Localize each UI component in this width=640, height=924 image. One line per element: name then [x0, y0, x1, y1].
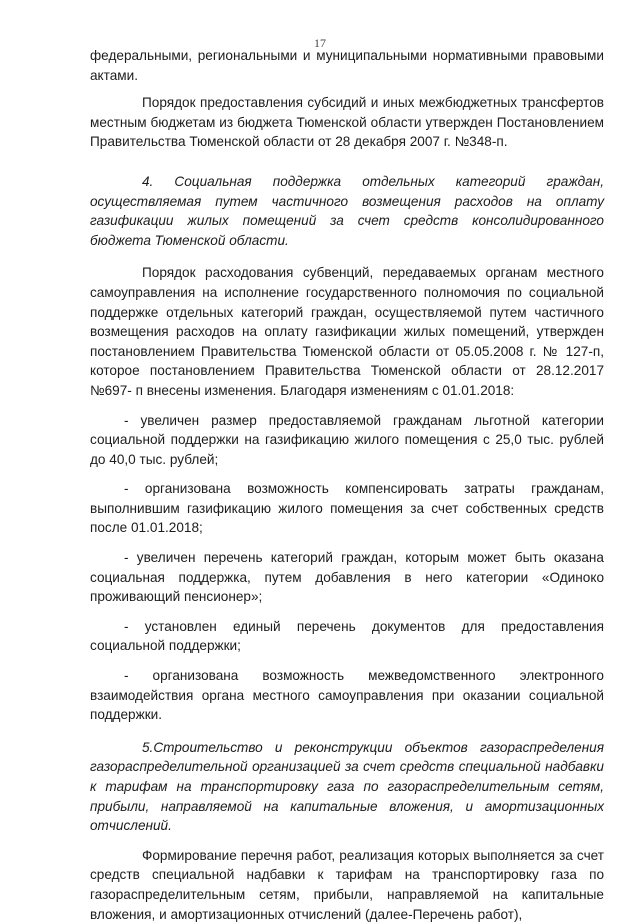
- paragraph-works-list: Формирование перечня работ, реализация которых выполняется за счет средств специальной надбавки к тарифам на транспортировку газа по газораспределительным сетям, прибыли, направляемой на капитальные вложения, и амортизационных отчислений (далее-Перечень работ),: [90, 847, 604, 922]
- list-item-documents: - установлен единый перечень документов для предоставления социальной поддержки;: [90, 618, 604, 654]
- paragraph-legal-acts: федеральными, региональными и муниципальными нормативными правовыми актами.: [90, 48, 604, 83]
- list-item-interagency: - организована возможность межведомственного электронного взаимодействия органа местного самоуправления при оказании социальной поддержки.: [90, 668, 604, 723]
- page-number: 17: [314, 36, 326, 50]
- paragraph-subvention-procedure: Порядок расходования субвенций, передаваемых органам местного самоуправления на исполнение государственного полномочия по социальной поддержке отдельных категорий граждан, осуществляемой путем частичного возмещения расходов на оплату газификации жилых помещений, утвержден постановлением Правительства Тюменской области от 05.05.2008 г. № 127-п, которое постановлением Правительства Тюменской области от 28.12.2017 №697- п внесены изменения. Благодаря изменениям с 01.01.2018:: [90, 265, 604, 398]
- document-body: [90, 46, 604, 924]
- section-heading-4: 4. Социальная поддержка отдельных категорий граждан, осуществляемая путем частичного возмещения расходов на оплату газификации жилых помещений за счет средств консолидированного бюджета Тюменской области.: [90, 173, 604, 248]
- paragraph-subsidy-procedure: Порядок предоставления субсидий и иных межбюджетных трансфертов местным бюджетам из бюджета Тюменской области утвержден Постановлением Правительства Тюменской области от 28 декабря 2007 г. №348-п.: [90, 95, 604, 150]
- list-item-categories: - увеличен перечень категорий граждан, которым может быть оказана социальная поддержка, путем добавления в него категории «Одиноко проживающий пенсионер»;: [90, 550, 604, 605]
- section-heading-5: 5.Строительство и реконструкции объектов газораспределения газораспределительной организацией за счет средств специальной надбавки к тарифам на транспортировку газа по газораспределительным сетям, прибыли, направляемой на капитальные вложения, и амортизационных отчислений.: [90, 739, 604, 834]
- list-item-compensation: - организована возможность компенсировать затраты гражданам, выполнившим газификацию жилого помещения за счет собственных средств после 01.01.2018;: [90, 481, 604, 536]
- list-item-increased-amount: - увеличен размер предоставляемой гражданам льготной категории социальной поддержки на газификацию жилого помещения с 25,0 тыс. рублей до 40,0 тыс. рублей;: [90, 412, 604, 467]
